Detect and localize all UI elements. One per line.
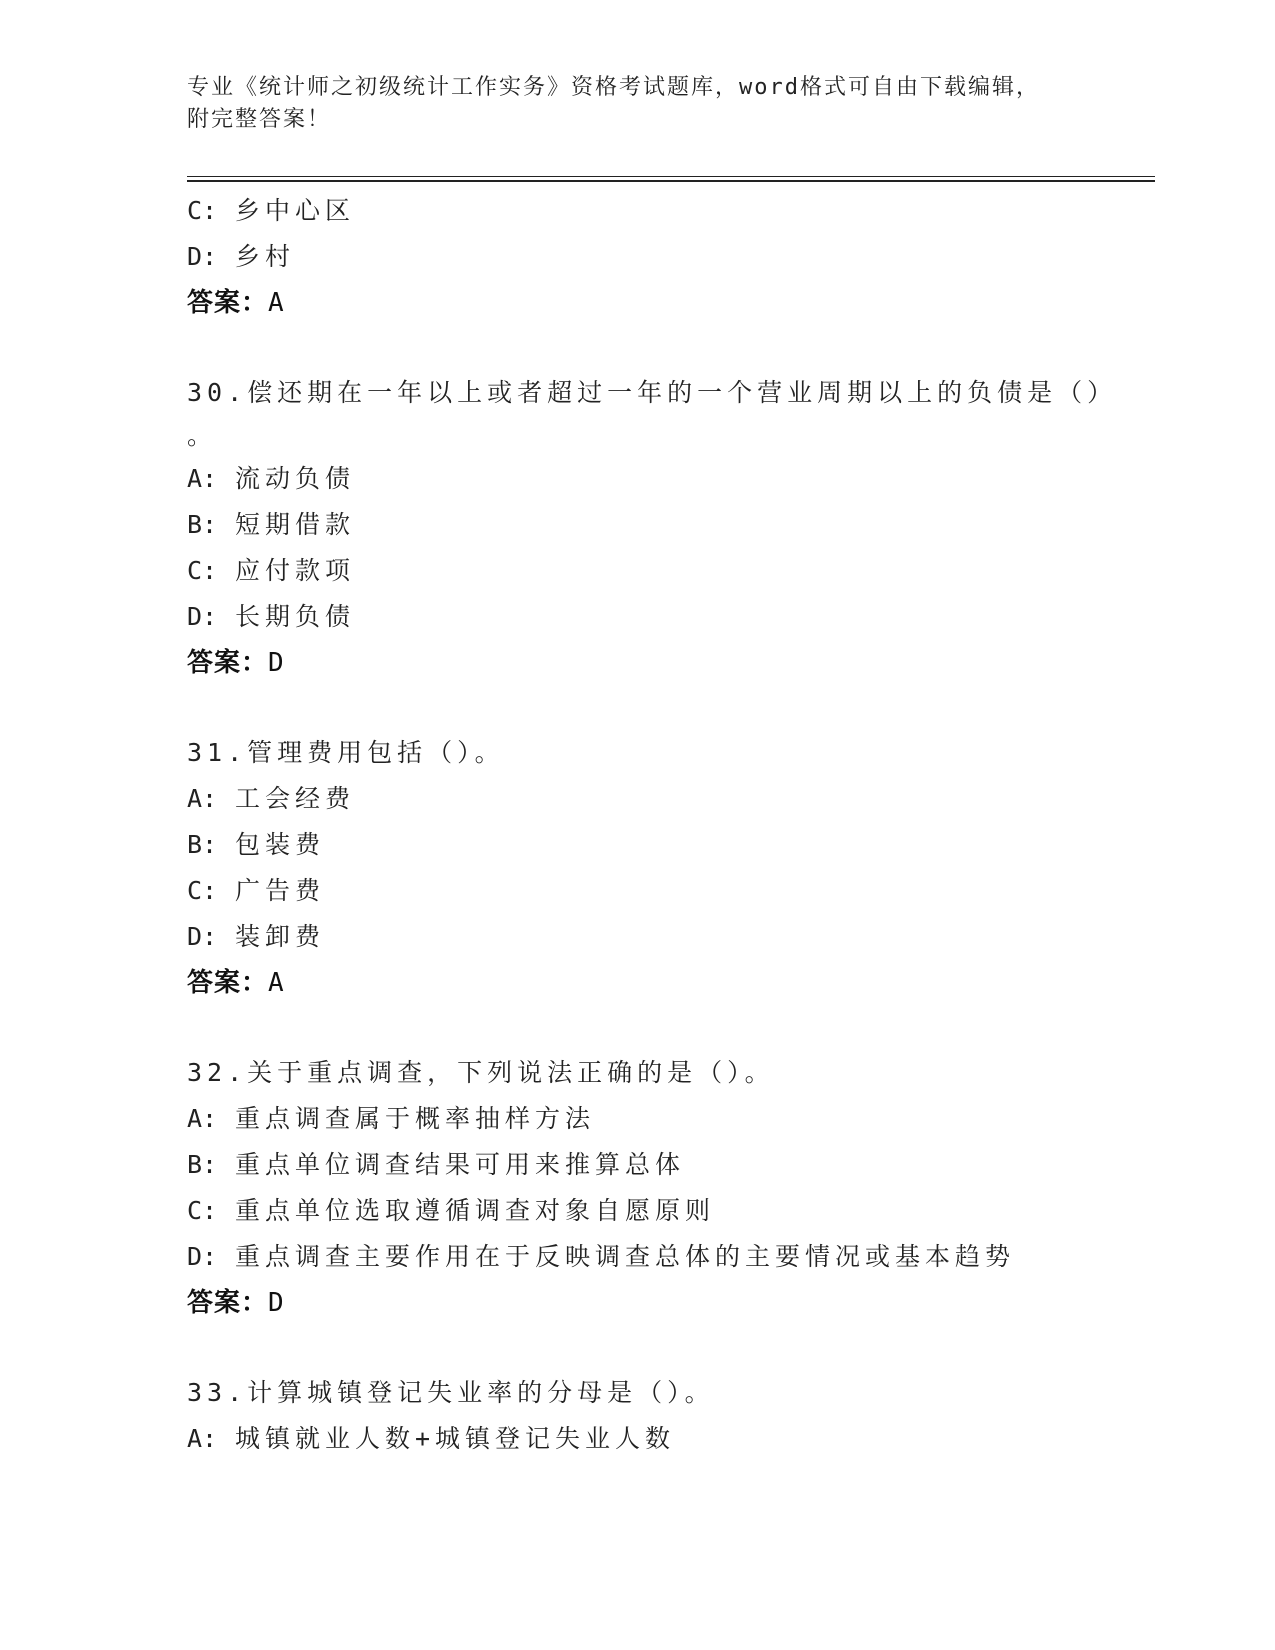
option-text: 乡中心区: [235, 196, 356, 225]
option-a: [187, 1416, 1155, 1462]
option-key: C:: [187, 1196, 218, 1225]
header-line-2: 附完整答案！: [187, 107, 332, 132]
option-text: 重点单位调查结果可用来推算总体: [235, 1150, 686, 1179]
header-line-1: 专业《统计师之初级统计工作实务》资格考试题库，word格式可自由下载编辑，: [187, 75, 1040, 100]
option-b: [187, 502, 1155, 548]
option-text: 包装费: [235, 830, 326, 859]
option-text: 重点调查主要作用在于反映调查总体的主要情况或基本趋势: [235, 1242, 1016, 1271]
option-b: [187, 822, 1155, 868]
question-33: [187, 1370, 1155, 1462]
answer-value: D: [268, 1288, 284, 1318]
option-key: C:: [187, 876, 218, 905]
header-divider-thin: [187, 176, 1155, 177]
option-d: [187, 594, 1155, 640]
option-c: [187, 188, 1155, 234]
answer-line: [187, 960, 1155, 1006]
answer-line: [187, 640, 1155, 686]
option-text: 装卸费: [235, 922, 326, 951]
answer-label: 答案：: [187, 648, 269, 678]
option-c: [187, 868, 1155, 914]
option-text: 短期借款: [235, 510, 356, 539]
option-d: [187, 914, 1155, 960]
answer-label: 答案：: [187, 968, 269, 998]
option-key: D:: [187, 1242, 218, 1271]
document-header: [187, 72, 1087, 136]
answer-value: D: [268, 648, 284, 678]
option-key: A:: [187, 464, 218, 493]
option-text: 广告费: [235, 876, 326, 905]
option-text: 重点调查属于概率抽样方法: [235, 1104, 596, 1133]
option-c: [187, 548, 1155, 594]
question-stem: 31.管理费用包括（）。: [187, 738, 505, 767]
option-text: 乡村: [235, 242, 296, 271]
answer-label: 答案：: [187, 288, 269, 318]
answer-value: A: [268, 288, 284, 318]
option-text: 流动负债: [235, 464, 356, 493]
option-d: [187, 1234, 1155, 1280]
question-31: [187, 730, 1155, 1006]
answer-label: 答案：: [187, 1288, 269, 1318]
option-key: D:: [187, 602, 218, 631]
question-30: [187, 370, 1155, 686]
option-b: [187, 1142, 1155, 1188]
answer-line: [187, 1280, 1155, 1326]
option-key: B:: [187, 1150, 218, 1179]
question-stem: 32.关于重点调查，下列说法正确的是（）。: [187, 1058, 775, 1087]
option-key: D:: [187, 242, 218, 271]
question-stem-continuation: 。: [187, 421, 213, 450]
option-a: [187, 456, 1155, 502]
option-key: A:: [187, 784, 218, 813]
question-stem: 30.偿还期在一年以上或者超过一年的一个营业周期以上的负债是（）: [187, 378, 1118, 407]
option-text: 重点单位选取遵循调查对象自愿原则: [235, 1196, 716, 1225]
option-text: 应付款项: [235, 556, 356, 585]
question-content: [187, 188, 1155, 1462]
answer-line: [187, 280, 1155, 326]
option-d: [187, 234, 1155, 280]
option-key: B:: [187, 830, 218, 859]
option-text: 工会经费: [235, 784, 356, 813]
question-32: [187, 1050, 1155, 1326]
option-text: 城镇就业人数+城镇登记失业人数: [235, 1424, 676, 1453]
option-key: B:: [187, 510, 218, 539]
header-divider-thick: [187, 180, 1155, 182]
option-key: A:: [187, 1104, 218, 1133]
question-fragment: [187, 188, 1155, 326]
option-a: [187, 1096, 1155, 1142]
answer-value: A: [268, 968, 284, 998]
question-stem: 33.计算城镇登记失业率的分母是（）。: [187, 1378, 715, 1407]
option-c: [187, 1188, 1155, 1234]
option-key: A:: [187, 1424, 218, 1453]
option-text: 长期负债: [235, 602, 356, 631]
option-key: D:: [187, 922, 218, 951]
option-key: C:: [187, 196, 218, 225]
option-a: [187, 776, 1155, 822]
option-key: C:: [187, 556, 218, 585]
